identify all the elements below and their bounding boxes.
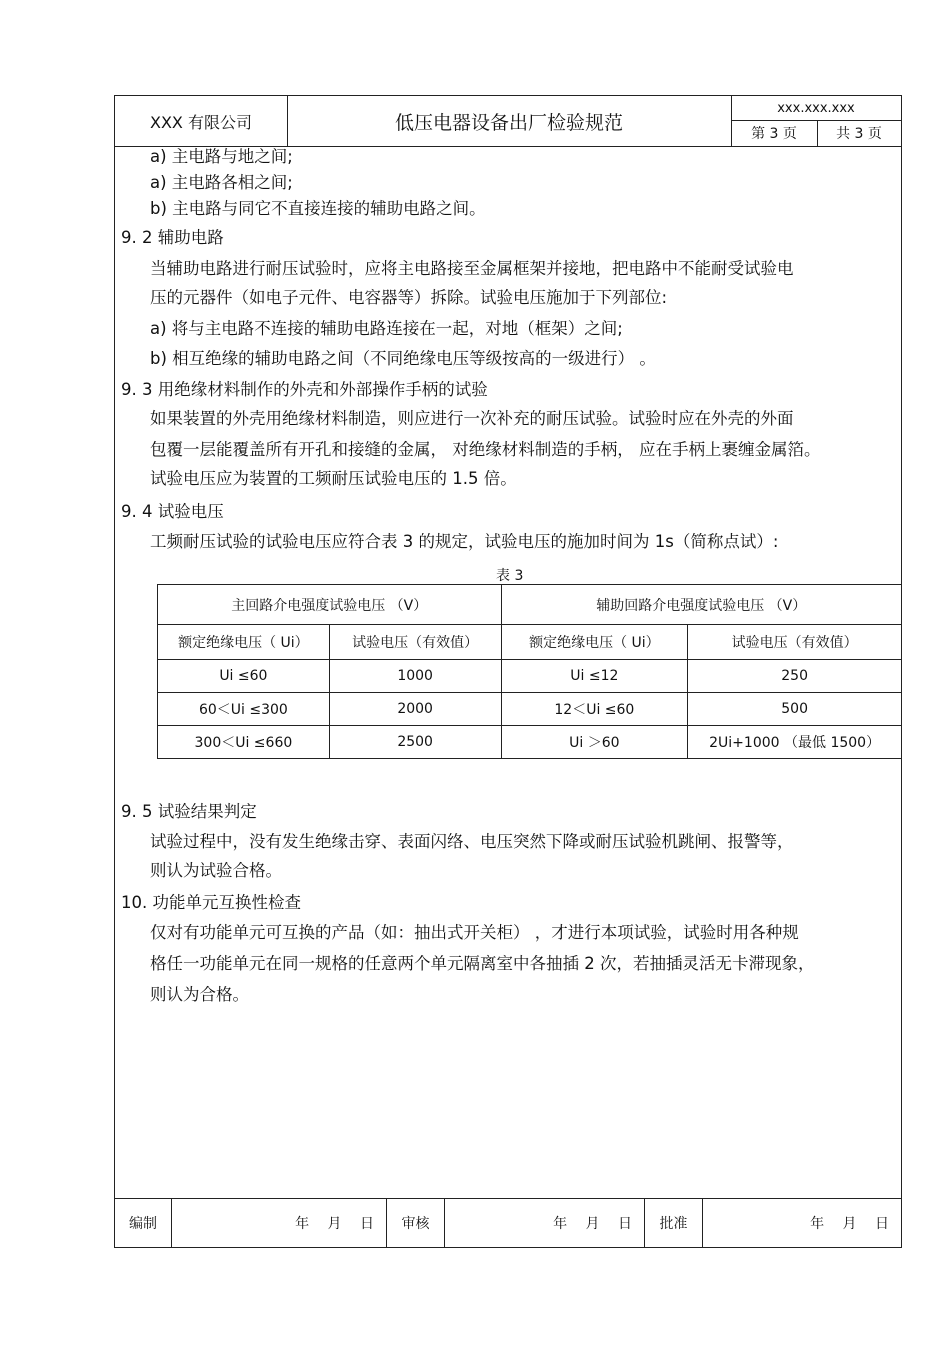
page-total: 共 3 页 <box>836 126 882 142</box>
aux-circuit-group-header: 辅助回路介电强度试验电压 （V） <box>501 585 901 625</box>
section-heading: 9. 2 辅助电路 <box>121 228 224 247</box>
table-cell: 250 <box>688 660 902 693</box>
section-heading: 9. 4 试验电压 <box>121 502 224 521</box>
paragraph-line: 包覆一层能覆盖所有开孔和接缝的金属， 对绝缘材料制造的手柄， 应在手柄上裹缠金属箔。 <box>150 440 821 459</box>
list-item: a) 主电路各相之间; <box>150 173 293 192</box>
company-name: XXX 有限公司 <box>115 96 288 146</box>
paragraph-line: 试验电压应为装置的工频耐压试验电压的 1.5 倍。 <box>150 469 517 488</box>
column-header: 试验电压（有效值） <box>329 625 501 660</box>
section-heading: 9. 5 试验结果判定 <box>121 802 257 821</box>
table-caption: 表 3 <box>496 568 524 584</box>
paragraph-line: 工频耐压试验的试验电压应符合表 3 的规定，试验电压的施加时间为 1s（简称点试）: <box>150 532 779 551</box>
table-cell: Ui ≤60 <box>158 660 330 693</box>
test-voltage-table <box>157 584 902 759</box>
table-cell: 60＜Ui ≤300 <box>158 693 330 726</box>
sign-off-footer <box>115 1198 901 1247</box>
paragraph-line: 仅对有功能单元可互换的产品（如：抽出式开关柜） ，才进行本项试验，试验时用各种规 <box>150 923 799 942</box>
table-cell: Ui ＞60 <box>501 726 688 759</box>
table-cell: 1000 <box>329 660 501 693</box>
review-label: 审核 <box>387 1199 445 1247</box>
paragraph-line: 当辅助电路进行耐压试验时，应将主电路接至金属框架并接地，把电路中不能耐受试验电 <box>150 259 794 278</box>
section-heading: 10. 功能单元互换性检查 <box>121 893 301 912</box>
document-title: 低压电器设备出厂检验规范 <box>287 96 732 146</box>
document-number: xxx.xxx.xxx <box>731 96 901 121</box>
table-cell: 300＜Ui ≤660 <box>158 726 330 759</box>
page-number: 第 3 页 <box>731 120 818 146</box>
section-heading: 9. 3 用绝缘材料制作的外壳和外部操作手柄的试验 <box>121 380 488 399</box>
compile-label: 编制 <box>115 1199 172 1247</box>
table-cell: 2000 <box>329 693 501 726</box>
table-cell: Ui ≤12 <box>501 660 688 693</box>
column-header: 额定绝缘电压（ Ui） <box>158 625 330 660</box>
table-row <box>158 726 902 759</box>
paragraph-line: 压的元器件（如电子元件、电容器等）拆除。试验电压施加于下列部位: <box>150 288 668 307</box>
list-item: b) 主电路与同它不直接连接的辅助电路之间。 <box>150 199 486 218</box>
paragraph-line: 则认为合格。 <box>150 985 249 1004</box>
review-date: 年 月 日 <box>445 1199 645 1247</box>
table-cell: 12＜Ui ≤60 <box>501 693 688 726</box>
column-header: 额定绝缘电压（ Ui） <box>501 625 688 660</box>
paragraph-line: 试验过程中，没有发生绝缘击穿、表面闪络、电压突然下降或耐压试验机跳闸、报警等， <box>150 832 794 851</box>
table-cell: 2Ui+1000 （最低 1500） <box>688 726 902 759</box>
approve-date: 年 月 日 <box>810 1216 889 1232</box>
paragraph-line: 格任一功能单元在同一规格的任意两个单元隔离室中各抽插 2 次，若抽插灵活无卡滞现象， <box>150 954 815 973</box>
main-circuit-group-header: 主回路介电强度试验电压 （V） <box>158 585 502 625</box>
paragraph-line: 则认为试验合格。 <box>150 861 282 880</box>
list-item: a) 主电路与地之间; <box>150 147 293 166</box>
compile-date: 年 月 日 <box>172 1199 387 1247</box>
table-row <box>158 660 902 693</box>
document-header <box>115 96 901 147</box>
table-cell: 500 <box>688 693 902 726</box>
table-row <box>158 693 902 726</box>
list-item: a) 将与主电路不连接的辅助电路连接在一起，对地（框架）之间; <box>150 319 623 338</box>
approve-label: 批准 <box>645 1199 703 1247</box>
paragraph-line: 如果装置的外壳用绝缘材料制造，则应进行一次补充的耐压试验。试验时应在外壳的外面 <box>150 409 794 428</box>
table-cell: 2500 <box>329 726 501 759</box>
list-item: b) 相互绝缘的辅助电路之间（不同绝缘电压等级按高的一级进行） 。 <box>150 349 656 368</box>
column-header: 试验电压（有效值） <box>688 625 902 660</box>
